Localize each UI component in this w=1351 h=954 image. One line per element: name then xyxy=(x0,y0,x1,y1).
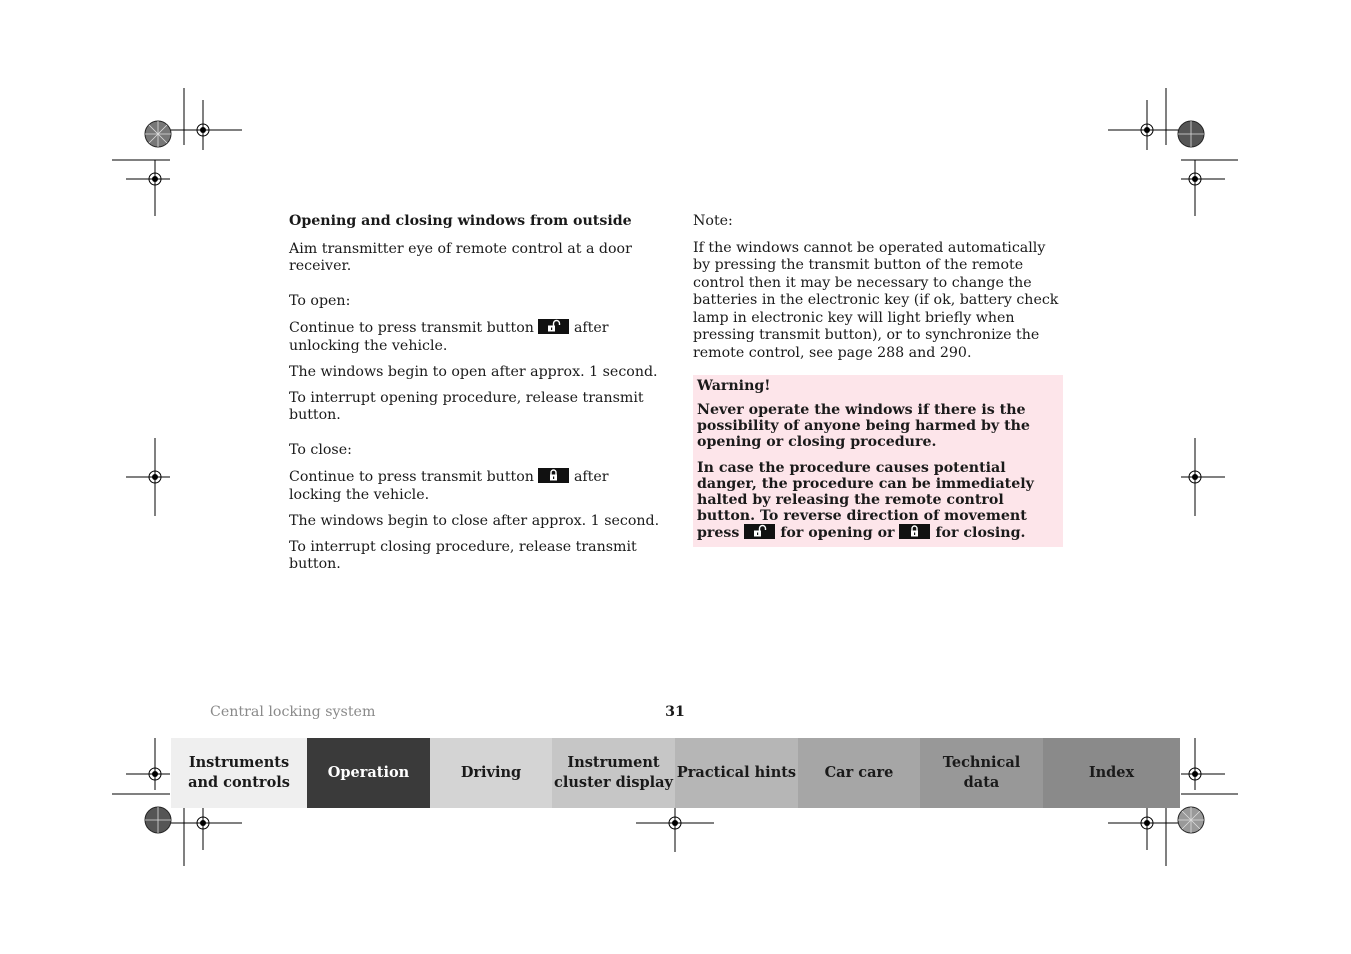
intro-text: Aim transmitter eye of remote control at a door receiver. xyxy=(289,240,632,274)
chapter-tabs xyxy=(171,738,1180,808)
tab-label-line2: and controls xyxy=(188,774,290,791)
close-step xyxy=(289,468,664,504)
close-step-pre: Continue to press transmit button xyxy=(289,469,534,485)
section-heading: Opening and closing windows from outside xyxy=(289,213,632,229)
open-label: To open: xyxy=(289,292,351,309)
tab-label-line1: Operation xyxy=(327,764,410,781)
tab-practical-hints[interactable] xyxy=(675,738,798,808)
tab-label-line1: Practical hints xyxy=(676,764,797,781)
tab-label-line1: Instruments xyxy=(188,754,290,771)
close-result: The windows begin to close after approx. 1 second. xyxy=(289,513,660,529)
warning-para1: Never operate the windows if there is the possibility of anyone being harmed by the opening or closing procedure. xyxy=(697,402,1030,450)
tab-label-line1: Technical xyxy=(942,754,1021,771)
tab-driving[interactable] xyxy=(430,738,552,808)
open-result: The windows begin to open after approx. 1 second. xyxy=(289,364,658,380)
lock-button-icon xyxy=(899,524,930,539)
footer-section-title: Central locking system xyxy=(210,704,376,720)
tab-label-line1: Instrument xyxy=(567,754,660,771)
open-interrupt: To interrupt opening procedure, release transmit button. xyxy=(289,389,644,423)
warning-para2-post: for closing. xyxy=(935,525,1026,541)
tab-car-care[interactable] xyxy=(798,738,920,808)
tab-label-line1: Index xyxy=(1088,764,1135,781)
close-label: To close: xyxy=(289,441,352,458)
tab-label-line1: Driving xyxy=(460,764,522,781)
tab-technical-data[interactable] xyxy=(920,738,1043,808)
warning-para2-mid: for opening or xyxy=(780,525,895,541)
open-step xyxy=(289,319,664,355)
page-number: 31 xyxy=(665,704,685,720)
warning-title: Warning! xyxy=(697,378,771,394)
warning-para2 xyxy=(697,460,1057,541)
open-step-pre: Continue to press transmit button xyxy=(289,320,534,336)
unlock-button-icon xyxy=(538,319,569,334)
tab-label-line2: cluster display xyxy=(554,774,673,791)
right-column xyxy=(693,213,1063,547)
tab-index[interactable] xyxy=(1043,738,1180,808)
close-step-post: after locking the vehicle. xyxy=(289,469,609,503)
tab-label-line2: data xyxy=(963,774,1000,791)
unlock-button-icon xyxy=(744,524,775,539)
open-step-post: after unlocking the vehicle. xyxy=(289,320,609,354)
tab-label-line1: Car care xyxy=(824,764,894,781)
note-label: Note: xyxy=(693,213,733,229)
tab-instruments-and-controls[interactable] xyxy=(171,738,307,808)
note-text: If the windows cannot be operated automatically by pressing the transmit button of the remote control then it may be necessary to change the batteries in the electronic key (if ok, battery check lamp in electronic key will light briefly when pressing transmit button), or to synchronize the remote control, see page 288 and 290. xyxy=(693,239,1059,361)
tab-operation[interactable] xyxy=(307,738,430,808)
tab-instrument-cluster-display[interactable] xyxy=(552,738,675,808)
close-interrupt: To interrupt closing procedure, release transmit button. xyxy=(289,538,637,572)
warning-box xyxy=(693,375,1063,547)
lock-button-icon xyxy=(538,468,569,483)
left-column xyxy=(289,213,664,574)
warning-para2-pre: In case the procedure causes potential danger, the procedure can be immediately halted by releasing the remote control button. To reverse direction of movement press xyxy=(697,460,1034,541)
